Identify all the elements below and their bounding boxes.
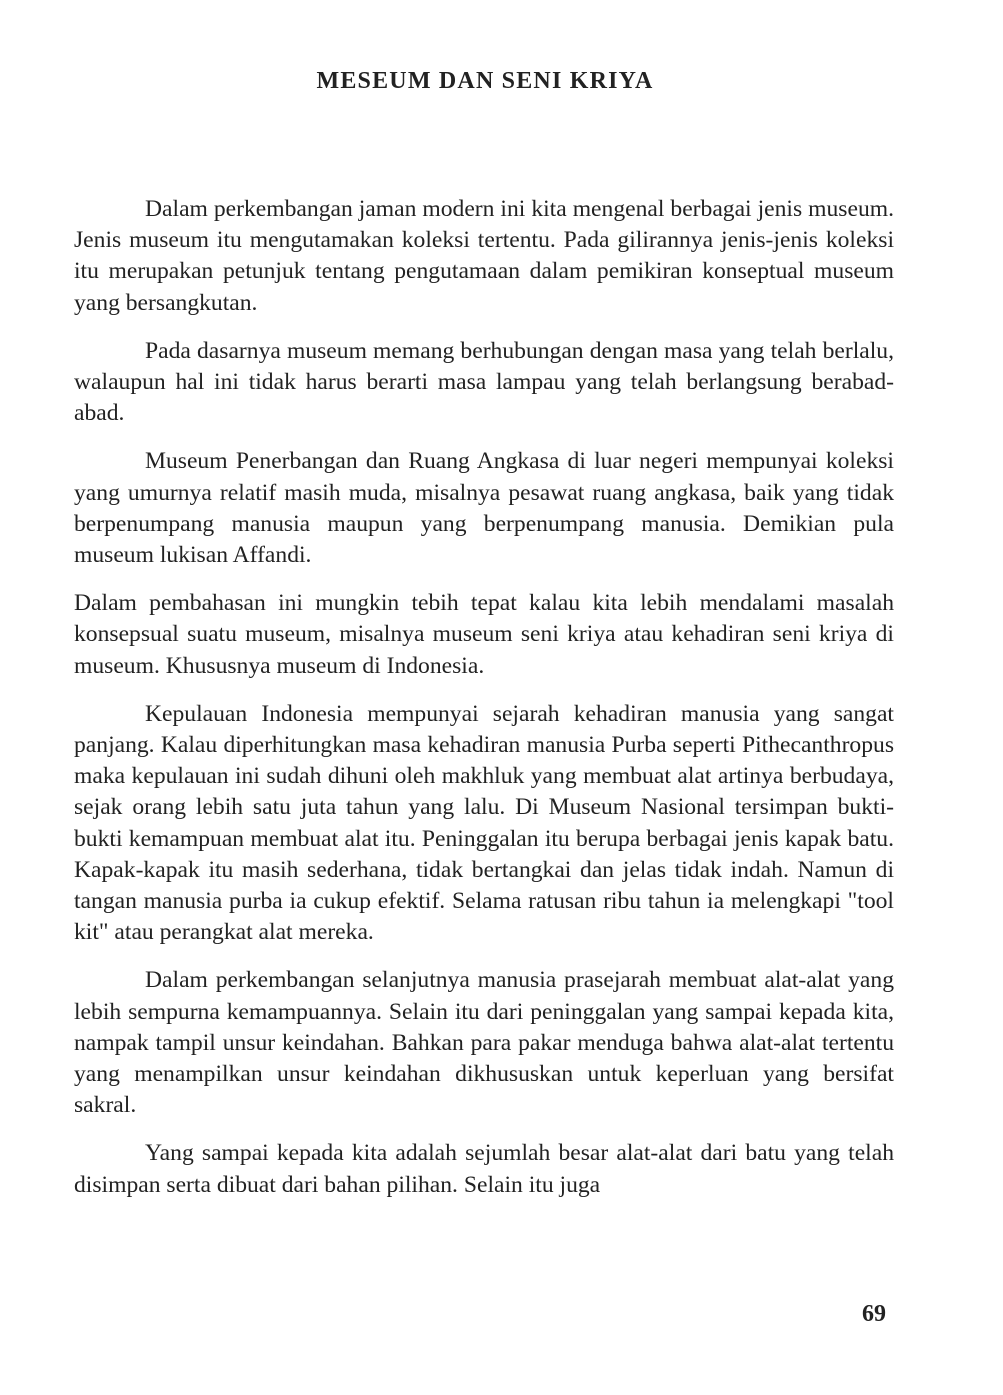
paragraph-6: Dalam perkembangan selanjutnya manusia prasejarah membuat alat-alat yang lebih sempurna kemampuannya. Selain itu dari peninggalan yang sampai kepada kita, nampak tampil unsur keindahan. Bahkan para pakar menduga bahwa alat-alat tertentu yang menampilkan unsur keindahan dikhususkan untuk keperluan yang bersifat sakral. bbox=[74, 967, 894, 1119]
paragraph-1: Dalam perkembangan jaman modern ini kita mengenal berbagai jenis museum. Jenis museum itu mengutamakan koleksi tertentu. Pada gilirannya jenis-jenis koleksi itu merupakan petunjuk tentang pengutamaan dalam pemikiran konseptual museum yang bersangkutan. bbox=[74, 196, 894, 316]
paragraph-4: Dalam pembahasan ini mungkin tebih tepat kalau kita lebih mendalami masalah konsepsual suatu museum, misalnya museum seni kriya atau kehadiran seni kriya di museum. Khususnya museum di Indonesia. bbox=[74, 590, 894, 679]
body-text bbox=[74, 194, 894, 1218]
paragraph-3: Museum Penerbangan dan Ruang Angkasa di luar negeri mempunyai koleksi yang umurnya relatif masih muda, misalnya pesawat ruang angkasa, baik yang tidak berpenumpang manusia maupun yang berpenumpang manusia. Demikian pula museum lukisan Affandi. bbox=[74, 448, 894, 569]
paragraph-7: Yang sampai kepada kita adalah sejumlah besar alat-alat dari batu yang telah disimpan serta dibuat dari bahan pilihan. Selain itu juga bbox=[74, 1140, 894, 1198]
paragraph-2: Pada dasarnya museum memang berhubungan dengan masa yang telah berlalu, walaupun hal ini tidak harus berarti masa lampau yang telah berlangsung berabad-abad. bbox=[74, 337, 894, 427]
page-title: MESEUM DAN SENI KRIYA bbox=[316, 68, 654, 94]
paragraph-5: Kepulauan Indonesia mempunyai sejarah kehadiran manusia yang sangat panjang. Kalau diperhitungkan masa kehadiran manusia Purba seperti Pithecanthropus maka kepulauan ini sudah dihuni oleh makhluk yang membuat alat artinya berbudaya, sejak orang lebih satu juta tahun yang lalu. Di Museum Nasional tersimpan bukti-bukti kemampuan membuat alat itu. Peninggalan itu berupa berbagai jenis kapak batu. Kapak-kapak itu masih sederhana, tidak bertangkai dan jelas tidak indah. Namun di tangan manusia purba ia cukup efektif. Selama ratusan ribu tahun ia melengkapi "tool kit" atau perangkat alat mereka. bbox=[74, 700, 894, 946]
page-number: 69 bbox=[862, 1301, 886, 1327]
